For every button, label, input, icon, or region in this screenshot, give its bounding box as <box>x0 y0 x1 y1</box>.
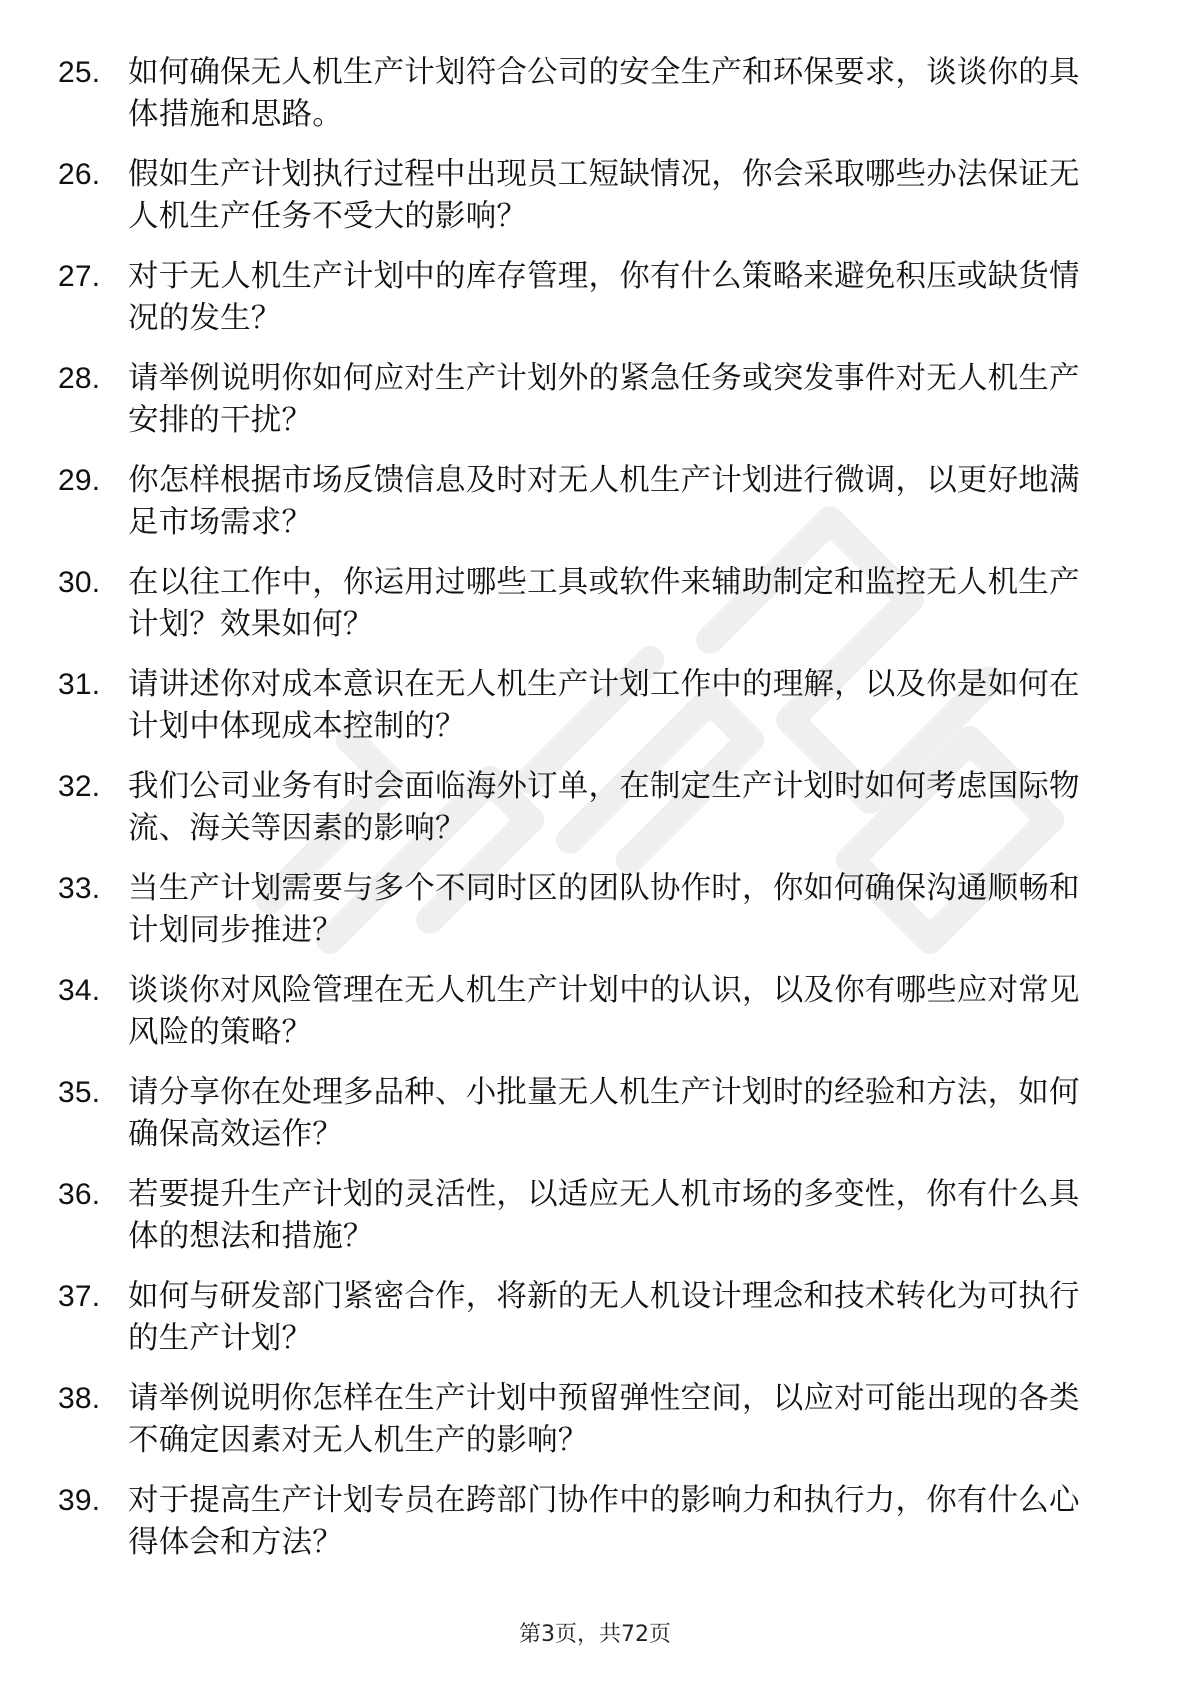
question-number: 29. <box>58 464 101 497</box>
list-item <box>58 664 1108 766</box>
question-text: 你怎样根据市场反馈信息及时对无人机生产计划进行微调，以更好地满足市场需求？ <box>128 463 1080 540</box>
list-item <box>58 256 1108 358</box>
page-footer <box>0 1620 1190 1650</box>
question-number: 39. <box>58 1484 101 1517</box>
question-text: 如何与研发部门紧密合作，将新的无人机设计理念和技术转化为可执行的生产计划？ <box>128 1279 1080 1356</box>
list-item <box>58 1480 1108 1582</box>
question-number: 37. <box>58 1280 101 1313</box>
question-number: 33. <box>58 872 101 905</box>
page-number-label: 第3页，共72页 <box>519 1622 671 1647</box>
list-item <box>58 154 1108 256</box>
question-number: 31. <box>58 668 101 701</box>
list-item <box>58 52 1108 154</box>
question-text: 在以往工作中，你运用过哪些工具或软件来辅助制定和监控无人机生产计划？效果如何？ <box>128 565 1080 642</box>
list-item <box>58 868 1108 970</box>
question-number: 26. <box>58 158 101 191</box>
question-text: 对于提高生产计划专员在跨部门协作中的影响力和执行力，你有什么心得体会和方法？ <box>128 1483 1080 1560</box>
question-number: 32. <box>58 770 101 803</box>
question-number: 28. <box>58 362 101 395</box>
question-list <box>58 52 1108 1582</box>
list-item <box>58 460 1108 562</box>
question-number: 30. <box>58 566 101 599</box>
question-text: 若要提升生产计划的灵活性，以适应无人机市场的多变性，你有什么具体的想法和措施？ <box>128 1177 1080 1254</box>
question-number: 27. <box>58 260 101 293</box>
question-number: 38. <box>58 1382 101 1415</box>
question-number: 35. <box>58 1076 101 1109</box>
list-item <box>58 970 1108 1072</box>
question-text: 请举例说明你怎样在生产计划中预留弹性空间，以应对可能出现的各类不确定因素对无人机生产的影响？ <box>128 1381 1080 1458</box>
question-text: 我们公司业务有时会面临海外订单，在制定生产计划时如何考虑国际物流、海关等因素的影响？ <box>128 769 1080 846</box>
question-number: 34. <box>58 974 101 1007</box>
list-item <box>58 358 1108 460</box>
question-text: 请分享你在处理多品种、小批量无人机生产计划时的经验和方法，如何确保高效运作？ <box>128 1075 1080 1152</box>
question-number: 36. <box>58 1178 101 1211</box>
list-item <box>58 1072 1108 1174</box>
question-text: 请讲述你对成本意识在无人机生产计划工作中的理解，以及你是如何在计划中体现成本控制的？ <box>128 667 1080 744</box>
list-item <box>58 1378 1108 1480</box>
question-text: 请举例说明你如何应对生产计划外的紧急任务或突发事件对无人机生产安排的干扰？ <box>128 361 1080 438</box>
list-item <box>58 766 1108 868</box>
list-item <box>58 1276 1108 1378</box>
question-text: 当生产计划需要与多个不同时区的团队协作时，你如何确保沟通顺畅和计划同步推进？ <box>128 871 1080 948</box>
question-text: 谈谈你对风险管理在无人机生产计划中的认识，以及你有哪些应对常见风险的策略？ <box>128 973 1080 1050</box>
question-text: 对于无人机生产计划中的库存管理，你有什么策略来避免积压或缺货情况的发生？ <box>128 259 1080 336</box>
list-item <box>58 1174 1108 1276</box>
question-text: 如何确保无人机生产计划符合公司的安全生产和环保要求，谈谈你的具体措施和思路。 <box>128 55 1080 132</box>
list-item <box>58 562 1108 664</box>
question-number: 25. <box>58 56 101 89</box>
question-text: 假如生产计划执行过程中出现员工短缺情况，你会采取哪些办法保证无人机生产任务不受大的影响？ <box>128 157 1080 234</box>
